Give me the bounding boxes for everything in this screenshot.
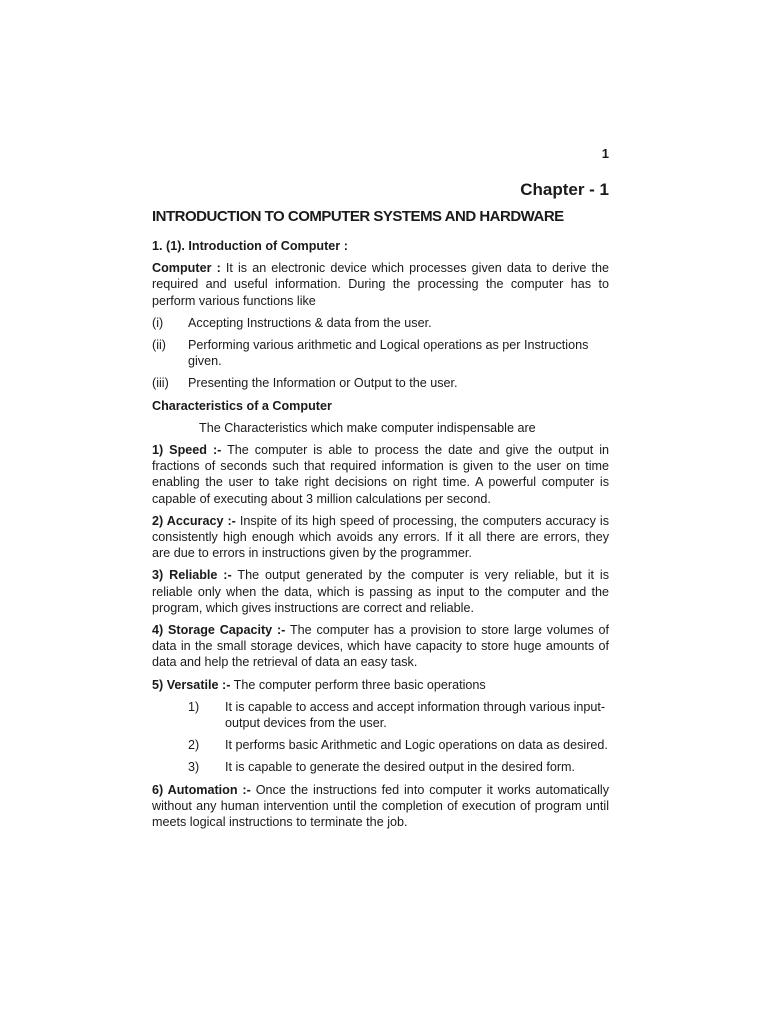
list-item xyxy=(188,759,609,775)
list-item xyxy=(188,699,609,731)
chapter-heading: Chapter - 1 xyxy=(520,180,609,199)
characteristic-accuracy xyxy=(152,513,609,562)
characteristic-text: Inspite of its high speed of processing, the computers accuracy is consistently high enough which avoids any errors. If it all there are errors, they are due to errors in instructions given by the programmer. xyxy=(152,513,609,561)
list-text: Accepting Instructions & data from the user. xyxy=(188,315,432,330)
definition-text: It is an electronic device which processes given data to derive the required and useful information. During the processing the computer has to perform various functions like xyxy=(152,261,609,308)
list-number: 2) xyxy=(188,738,200,753)
characteristic-text: The output generated by the computer is very reliable, but it is reliable only when the data, which is passing as input to the computer and the program, which gives instructions are correct and reliable. xyxy=(152,568,609,615)
list-text: It performs basic Arithmetic and Logic operations on data as desired. xyxy=(225,738,608,753)
list-item xyxy=(152,337,609,369)
characteristics-heading: Characteristics of a Computer xyxy=(152,398,332,413)
characteristic-storage xyxy=(152,622,609,671)
list-text: Performing various arithmetic and Logical operations as per Instructions given. xyxy=(188,338,589,369)
characteristic-term: 1) Speed :- xyxy=(152,443,222,458)
characteristic-term: 3) Reliable :- xyxy=(152,568,232,583)
characteristic-term: 5) Versatile :- xyxy=(152,677,231,692)
page-number: 1 xyxy=(601,146,609,161)
list-number: 3) xyxy=(188,760,200,775)
characteristic-text: The computer is able to process the date and give the output in fractions of seconds such that required information is given to the user on time enabling the user to take right decisions on right time. A powerful computer is capable of executing about 3 million calculations per second. xyxy=(152,443,609,506)
characteristic-term: 2) Accuracy :- xyxy=(152,513,236,528)
list-text: It is capable to access and accept information through various input-output devices from the user. xyxy=(225,699,606,731)
characteristic-reliable xyxy=(152,567,609,616)
body-text xyxy=(152,238,609,836)
list-item xyxy=(152,375,609,391)
page-title: INTRODUCTION TO COMPUTER SYSTEMS AND HARDWARE xyxy=(152,208,564,225)
computer-definition xyxy=(152,260,609,309)
characteristic-versatile xyxy=(152,677,609,693)
list-item xyxy=(152,315,609,331)
list-number: 1) xyxy=(188,699,200,714)
list-number: (i) xyxy=(152,315,164,330)
list-number: (iii) xyxy=(152,376,169,391)
list-item xyxy=(188,737,609,753)
characteristic-text: The computer perform three basic operations xyxy=(230,677,486,692)
characteristic-automation xyxy=(152,782,609,831)
list-text: It is capable to generate the desired output in the desired form. xyxy=(225,760,576,775)
characteristic-term: 4) Storage Capacity :- xyxy=(152,623,286,638)
characteristics-intro: The Characteristics which make computer indispensable are xyxy=(199,420,536,435)
characteristic-term: 6) Automation :- xyxy=(152,782,251,797)
section-heading: 1. (1). Introduction of Computer : xyxy=(152,239,348,253)
list-number: (ii) xyxy=(152,338,166,353)
list-text: Presenting the Information or Output to the user. xyxy=(188,376,458,391)
definition-term: Computer : xyxy=(152,261,221,276)
characteristic-text: The computer has a provision to store large volumes of data in the small storage devices, which have capacity to store huge amounts of data and help the retrieval of data an easy task. xyxy=(152,623,610,670)
characteristic-speed xyxy=(152,442,609,507)
characteristic-text: Once the instructions fed into computer it works automatically without any human intervention until the completion of execution of program until meets logical instructions to terminate the job. xyxy=(152,782,609,830)
